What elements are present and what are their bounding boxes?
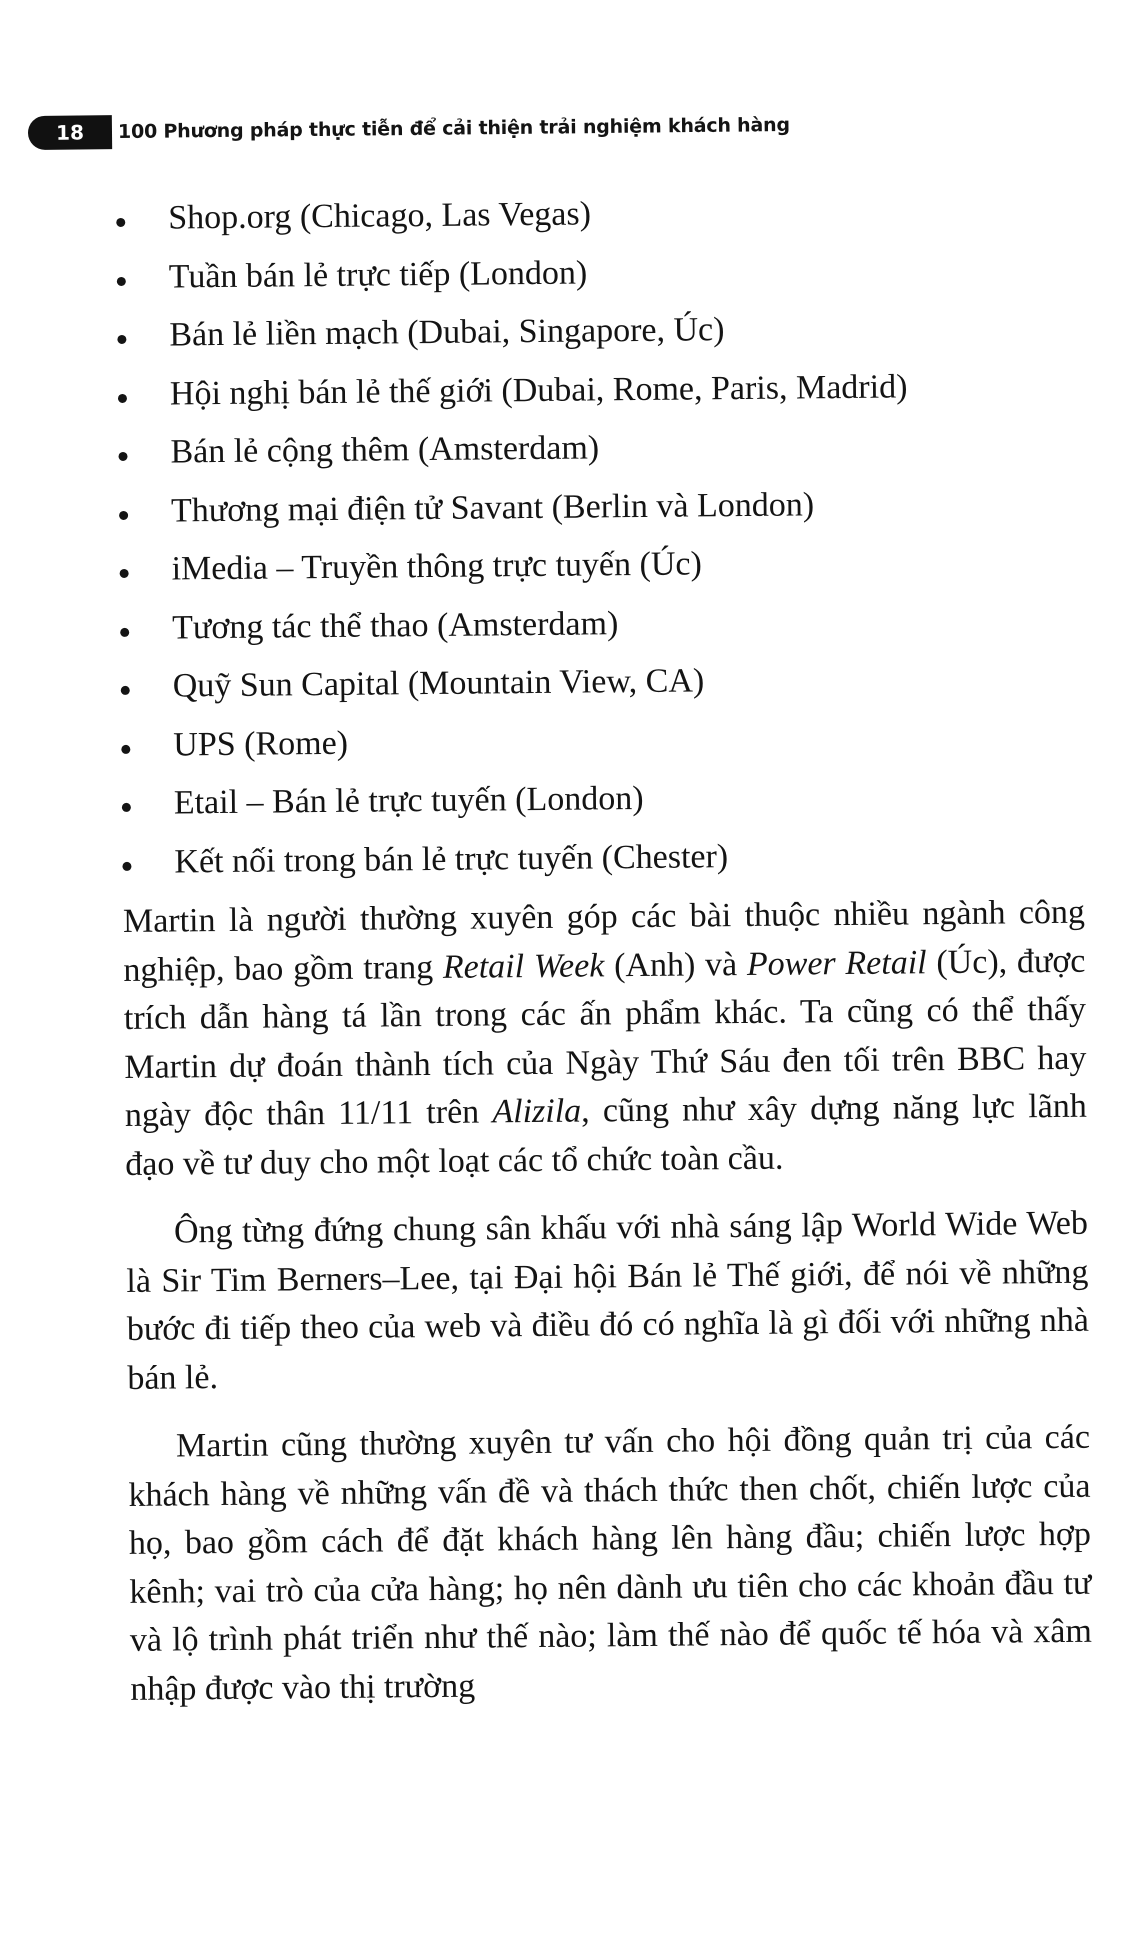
- list-item: Bán lẻ liền mạch (Dubai, Singapore, Úc): [117, 302, 1078, 370]
- paragraph-text: (Úc), được trích dẫn hàng tá lần trong các ấn phẩm khác. Ta cũng có thể thấy Martin dự đoán thành tích của Ngày Thứ Sáu đen tối trên BBC hay ngày độc thân 11/11 trên: [123, 942, 1087, 1134]
- list-item: Tương tác thể thao (Amsterdam): [120, 594, 1081, 662]
- event-list: [116, 185, 1083, 896]
- publication-name: Alizila: [492, 1092, 582, 1131]
- list-item: Bán lẻ cộng thêm (Amsterdam): [118, 419, 1079, 487]
- list-item: Shop.org (Chicago, Las Vegas): [116, 185, 1077, 253]
- publication-name: Power Retail: [746, 943, 927, 983]
- list-item: iMedia – Truyền thông trực tuyến (Úc): [119, 536, 1080, 604]
- paragraph-stage: Ông từng đứng chung sân khấu với nhà sáng lập World Wide Web là Sir Tim Berners–Lee, tại Đại hội Bán lẻ Thế giới, để nói về những bước đi tiếp theo của web và điều đó có nghĩa là gì đối với những nhà bán lẻ.: [126, 1204, 1090, 1397]
- paragraph-text: Martin là người thường xuyên góp các bài thuộc nhiều ngành công nghiệp, bao gồm trang: [122, 893, 1086, 989]
- list-item: Hội nghị bán lẻ thế giới (Dubai, Rome, Paris, Madrid): [118, 360, 1079, 428]
- paragraph-advisory: Martin cũng thường xuyên tư vấn cho hội đồng quản trị của các khách hàng về những vấn đề và thách thức then chốt, chiến lược của họ, bao gồm cách để đặt khách hàng lên hàng đầu; chiến lược hợp kênh; vai trò của cửa hàng; họ nên dành ưu tiên cho các khoản đầu tư và lộ trình phát triển như thế nào; làm thế nào để quốc tế hóa và xâm nhập được vào thị trường: [128, 1418, 1093, 1708]
- paragraph-text: , cũng như xây dựng năng lực lãnh đạo về tư duy cho một loạt các tổ chức toàn cầu.: [125, 1087, 1087, 1183]
- list-item: Etail – Bán lẻ trực tuyến (London): [122, 770, 1083, 838]
- list-item: Thương mại điện tử Savant (Berlin và London): [119, 477, 1080, 545]
- list-item: UPS (Rome): [121, 711, 1082, 779]
- paragraph-text: (Anh) và: [604, 945, 748, 984]
- running-header: [28, 108, 790, 150]
- page-number-badge: 18: [28, 115, 112, 150]
- paragraph-contributions: [123, 889, 1088, 1189]
- list-item: Kết nối trong bán lẻ trực tuyến (Chester): [122, 828, 1083, 896]
- publication-name: Retail Week: [442, 946, 605, 986]
- page-body: [116, 185, 1091, 1714]
- list-item: Tuần bán lẻ trực tiếp (London): [117, 243, 1078, 311]
- list-item: Quỹ Sun Capital (Mountain View, CA): [120, 653, 1081, 721]
- running-header-title: 100 Phương pháp thực tiễn để cải thiện trải nghiệm khách hàng: [117, 114, 790, 144]
